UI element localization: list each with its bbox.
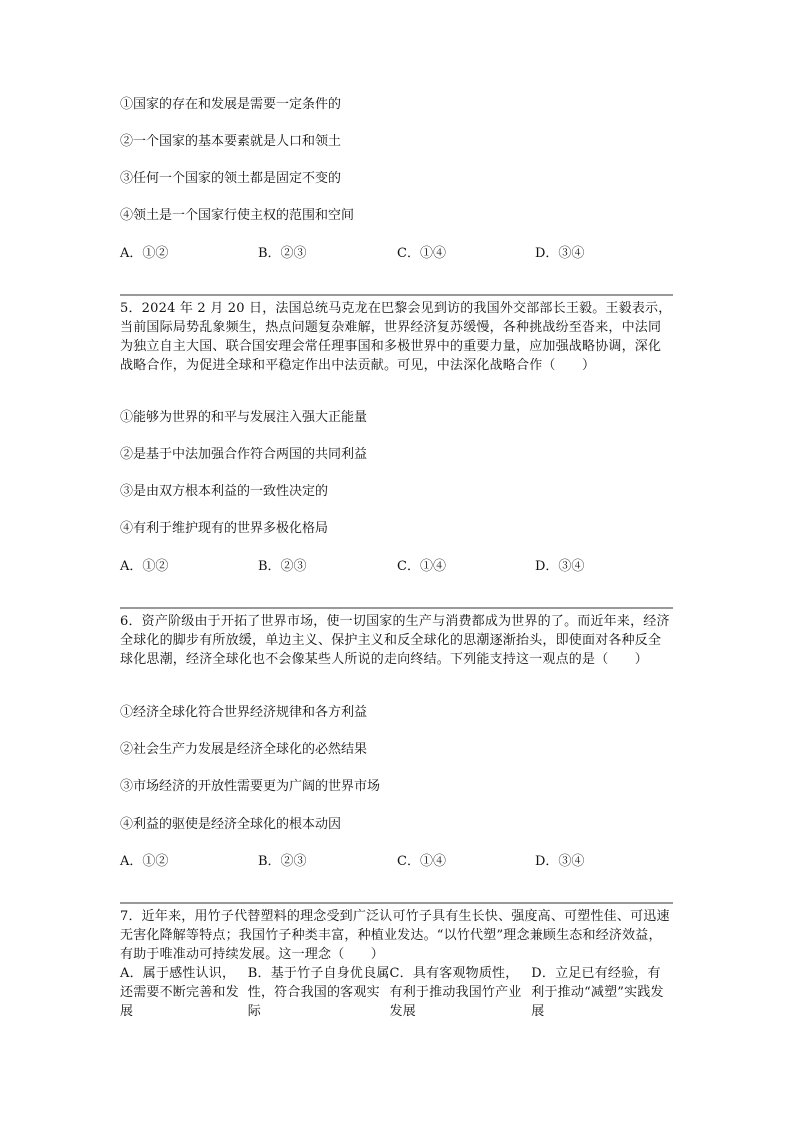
- question-divider: [120, 902, 673, 904]
- q5-option-d[interactable]: D．③④: [535, 559, 585, 574]
- q7-option-d[interactable]: D．立足已有经验，有利于推动“减塑”实践发展: [531, 966, 664, 1019]
- q4-option-a[interactable]: A．①②: [120, 246, 169, 261]
- question-divider: [120, 294, 673, 296]
- q4-statement-1: ①国家的存在和发展是需要一定条件的: [120, 97, 342, 112]
- q4-options: [120, 244, 680, 264]
- q6-option-a[interactable]: A．①②: [120, 854, 169, 869]
- q5-option-b[interactable]: B．②③: [258, 559, 307, 574]
- q4-option-d[interactable]: D．③④: [535, 246, 585, 261]
- q6-option-d[interactable]: D．③④: [535, 854, 585, 869]
- q4-statement-2: ②一个国家的基本要素就是人口和领土: [120, 134, 342, 149]
- q7-options: [120, 964, 673, 1021]
- q5-statement-3: ③是由双方根本利益的一致性决定的: [120, 484, 329, 499]
- q6-options: [120, 852, 680, 872]
- q7-option-a[interactable]: A．属于感性认识，还需要不断完善和发展: [120, 966, 239, 1019]
- question-divider: [120, 607, 673, 609]
- q4-option-b[interactable]: B．②③: [258, 246, 307, 261]
- q7-option-c[interactable]: C．具有客观物质性，有利于推动我国竹产业发展: [389, 966, 522, 1019]
- q5-statement-1: ①能够为世界的和平与发展注入强大正能量: [120, 410, 368, 425]
- q4-statement-4: ④领土是一个国家行使主权的范围和空间: [120, 208, 355, 223]
- q5-statement-4: ④有利于维护现有的世界多极化格局: [120, 521, 329, 536]
- q4-statement-3: ③任何一个国家的领土都是固定不变的: [120, 171, 342, 186]
- q6-statement-4: ④利益的驱使是经济全球化的根本动因: [120, 817, 342, 832]
- q5-option-c[interactable]: C．①④: [397, 559, 446, 574]
- q6-statement-2: ②社会生产力发展是经济全球化的必然结果: [120, 742, 368, 757]
- q6-stem: 6．资产阶级由于开拓了世界市场，使一切国家的生产与消费都成为世界的了。而近年来，经济全球化的脚步有所放缓，单边主义、保护主义和反全球化的思潮逐渐抬头，即使面对各种反全球化思潮，经济全球化也不会像某些人所说的走向终结。下列能支持这一观点的是（ ）: [120, 614, 670, 667]
- q6-statement-3: ③市场经济的开放性需要更为广阔的世界市场: [120, 779, 381, 794]
- q5-statement-2: ②是基于中法加强合作符合两国的共同利益: [120, 447, 368, 462]
- q4-option-c[interactable]: C．①④: [397, 246, 446, 261]
- q6-option-b[interactable]: B．②③: [258, 854, 307, 869]
- q7-stem: 7．近年来，用竹子代替塑料的理念受到广泛认可竹子具有生长快、强度高、可塑性佳、可迅速无害化降解等特点；我国竹子种类丰富，种植业发达。“以竹代塑”理念兼顾生态和经济效益，有助于唯准动可持续发展。这一理念（ ）: [120, 909, 670, 962]
- q5-options: [120, 557, 680, 577]
- q5-option-a[interactable]: A．①②: [120, 559, 169, 574]
- q7-option-b[interactable]: B．基于竹子自身优良属性，符合我国的客观实际: [247, 966, 390, 1019]
- q6-option-c[interactable]: C．①④: [397, 854, 446, 869]
- q5-stem: 5．2024 年 2 月 20 日，法国总统马克龙在巴黎会见到访的我国外交部部长王毅。王毅表示，当前国际局势乱象频生，热点问题复杂难解，世界经济复苏缓慢，各种挑战纷至沓来，中法同为独立自主大国、联合国安理会常任理事国和多极世界中的重要力量，应加强战略协调，深化战略合作，为促进全球和平稳定作出中法贡献。可见，中法深化战略合作（ ）: [120, 301, 672, 373]
- q6-statement-1: ①经济全球化符合世界经济规律和各方利益: [120, 705, 368, 720]
